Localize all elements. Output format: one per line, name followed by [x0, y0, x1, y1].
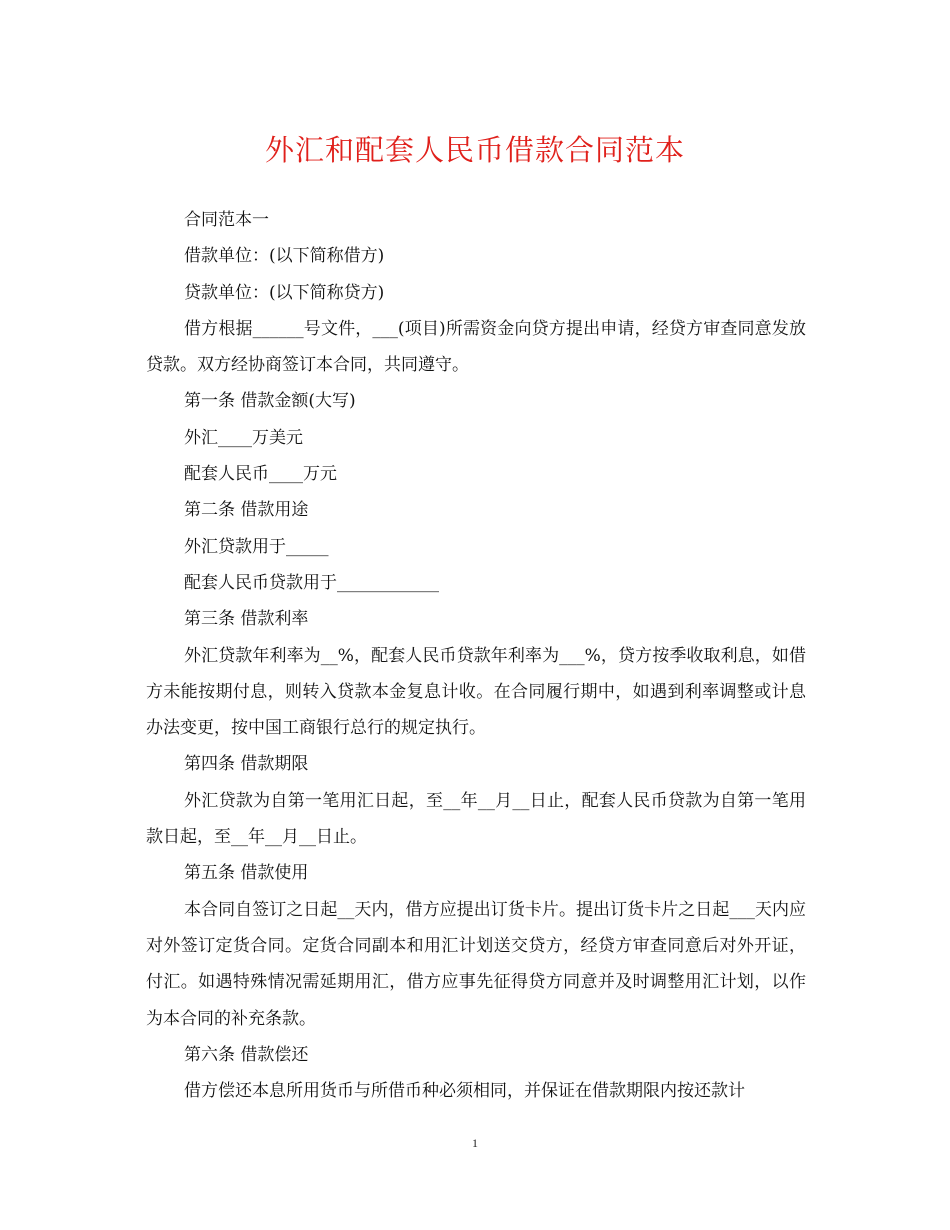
paragraph-rmb-amount: 配套人民币____万元 — [184, 464, 337, 485]
paragraph-lender: 贷款单位：(以下简称贷方) — [184, 282, 385, 303]
document-body — [146, 202, 806, 1109]
paragraph-fx-amount: 外汇____万美元 — [184, 427, 303, 448]
paragraph-preamble: 借方根据______号文件，___(项目)所需资金向贷方提出申请，经贷方审查同意发放贷款。双方经协商签订本合同，共同遵守。 — [146, 318, 806, 376]
paragraph-borrower: 借款单位：(以下简称借方) — [184, 246, 385, 267]
article-4-heading: 第四条 借款期限 — [184, 754, 309, 775]
paragraph-loan-use: 本合同自签订之日起__天内，借方应提出订货卡片。提出订货卡片之日起___天内应对外签订定货合同。定货合同副本和用汇计划送交贷方，经贷方审查同意后对外开证，付汇。如遇特殊情况需延期用汇，借方应事先征得贷方同意并及时调整用汇计划，以作为本合同的补充条款。 — [146, 899, 806, 1029]
article-1-heading: 第一条 借款金额(大写) — [184, 391, 356, 412]
paragraph-contract-sample: 合同范本一 — [184, 210, 269, 230]
paragraph-repayment: 借方偿还本息所用货币与所借币种必须相同，并保证在借款期限内按还款计 — [184, 1081, 745, 1102]
paragraph-fx-purpose: 外汇贷款用于_____ — [184, 536, 329, 557]
paragraph-loan-term: 外汇贷款为自第一笔用汇日起，至__年__月__日止，配套人民币贷款为自第一笔用款日起，至__年__月__日止。 — [146, 790, 806, 848]
page-number: 1 — [472, 1136, 478, 1150]
article-6-heading: 第六条 借款偿还 — [184, 1044, 309, 1065]
article-3-heading: 第三条 借款利率 — [184, 609, 309, 630]
document-title: 外汇和配套人民币借款合同范本 — [264, 133, 685, 167]
paragraph-rmb-purpose: 配套人民币贷款用于____________ — [184, 572, 439, 593]
paragraph-interest-rate: 外汇贷款年利率为__%，配套人民币贷款年利率为___%，贷方按季收取利息，如借方未能按期付息，则转入贷款本金复息计收。在合同履行期中，如遇到利率调整或计息办法变更，按中国工商银行总行的规定执行。 — [146, 645, 806, 739]
article-2-heading: 第二条 借款用途 — [184, 500, 309, 521]
article-5-heading: 第五条 借款使用 — [184, 863, 309, 884]
